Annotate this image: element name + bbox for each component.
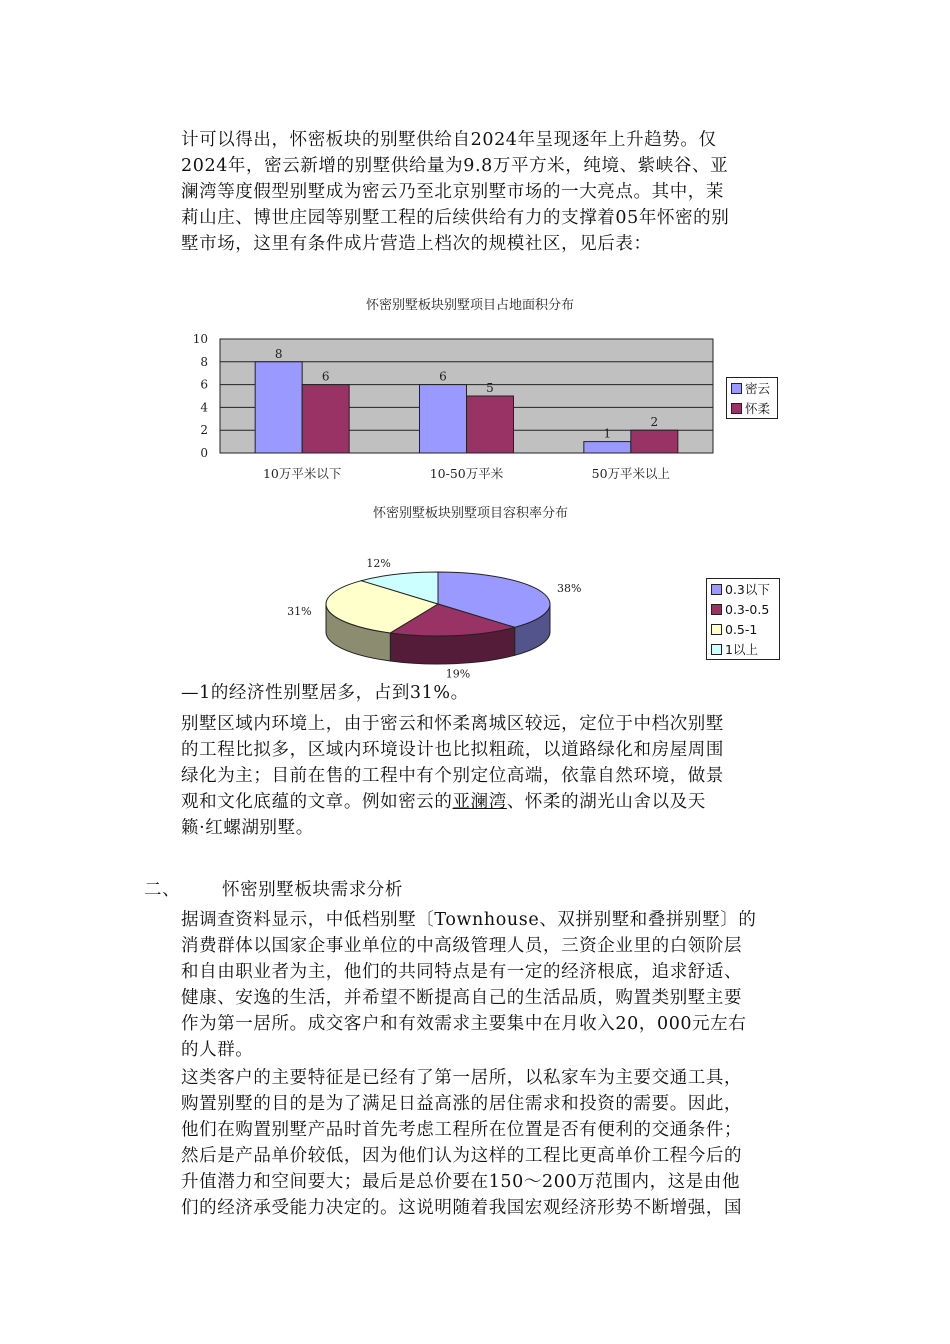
bar bbox=[255, 362, 302, 453]
section-heading bbox=[144, 876, 403, 901]
y-tick-label: 2 bbox=[200, 423, 208, 438]
pie-chart bbox=[287, 548, 610, 688]
text-line: 莉山庄、博世庄园等别墅工程的后续供给有力的支撑着05年怀密的别 bbox=[181, 208, 730, 228]
text-line: 他们在购置别墅产品时首先考虑工程所在位置是否有便利的交通条件； bbox=[181, 1120, 743, 1140]
section-title: 怀密别墅板块需求分析 bbox=[222, 880, 403, 900]
pie-value-label: 19% bbox=[445, 667, 471, 681]
text-line: 作为第一居所。成交客户和有效需求主要集中在月收入20，000元左右 bbox=[181, 1014, 747, 1034]
legend-label: 怀柔 bbox=[745, 401, 771, 416]
y-tick-label: 8 bbox=[200, 354, 208, 369]
bar-chart-title: 怀密别墅板块别墅项目占地面积分布 bbox=[366, 298, 575, 313]
bar bbox=[420, 385, 467, 453]
x-tick-label: 50万平米以上 bbox=[591, 466, 671, 481]
bar-legend bbox=[726, 377, 778, 419]
pie-caption bbox=[181, 680, 806, 706]
legend-item-0 bbox=[707, 579, 779, 599]
legend-label: 0.3-0.5 bbox=[725, 601, 770, 617]
bar-value-label: 2 bbox=[650, 415, 659, 430]
text-line: 然后是产品单价较低，因为他们认为这样的工程比更高单价工程今后的 bbox=[181, 1146, 743, 1166]
legend-swatch bbox=[731, 383, 742, 394]
pie-chart-title: 怀密别墅板块别墅项目容积率分布 bbox=[373, 506, 569, 521]
legend-item-miyun bbox=[727, 378, 777, 398]
text-line: 据调查资料显示，中低档别墅〔Townhouse、双拼别墅和叠拼别墅〕的 bbox=[181, 910, 757, 930]
legend-swatch bbox=[711, 644, 722, 655]
text-line: 2024年，密云新增的别墅供给量为9.8万平方米，纯境、紫峡谷、亚 bbox=[181, 156, 729, 176]
text-line bbox=[181, 789, 806, 815]
bar-value-label: 8 bbox=[274, 346, 283, 361]
bar-value-label: 5 bbox=[486, 381, 494, 395]
text-segment: 、怀柔的湖光山舍以及天 bbox=[506, 792, 706, 812]
bar-value-label: 6 bbox=[439, 369, 447, 384]
pie-legend bbox=[706, 578, 780, 660]
customer-paragraph bbox=[181, 1065, 806, 1221]
y-tick-label: 4 bbox=[200, 400, 208, 415]
yalanwan-link[interactable]: 亚澜湾 bbox=[452, 792, 507, 812]
text-line: 墅市场，这里有条件成片营造上档次的规模社区，见后表： bbox=[181, 234, 652, 254]
text-segment: 观和文化底蕴的文章。例如密云的 bbox=[181, 792, 453, 812]
y-tick-label: 6 bbox=[200, 377, 208, 392]
pie-value-label: 31% bbox=[287, 604, 312, 618]
text-line: 的工程比拟多，区域内环境设计也比拟粗疏，以道路绿化和房屋周围 bbox=[181, 740, 724, 760]
text-line: 绿化为主；目前在售的工程中有个别定位高端，依靠自然环境，做景 bbox=[181, 766, 724, 786]
legend-item-1 bbox=[707, 599, 779, 619]
legend-label: 1以上 bbox=[725, 642, 758, 657]
text-line: 澜湾等度假型别墅成为密云乃至北京别墅市场的一大亮点。其中，茉 bbox=[181, 182, 724, 202]
legend-item-huairou bbox=[727, 398, 777, 418]
legend-swatch bbox=[711, 604, 722, 615]
bar-value-label: 6 bbox=[321, 369, 330, 384]
bar bbox=[467, 396, 514, 453]
legend-label: 0.3以下 bbox=[725, 582, 770, 597]
bar bbox=[584, 442, 631, 453]
text-line: 消费群体以国家企事业单位的中高级管理人员，三资企业里的白领阶层 bbox=[181, 936, 743, 956]
environment-paragraph bbox=[181, 711, 806, 841]
text-line: 这类客户的主要特征是已经有了第一居所，以私家车为主要交通工具， bbox=[181, 1068, 743, 1088]
legend-label: 密云 bbox=[745, 381, 771, 396]
y-tick-label: 0 bbox=[200, 446, 208, 460]
bar bbox=[302, 385, 349, 453]
text-line: 籁·红螺湖别墅。 bbox=[181, 818, 314, 838]
legend-item-2 bbox=[707, 619, 779, 639]
text-line: 们的经济承受能力决定的。这说明随着我国宏观经济形势不断增强，国 bbox=[181, 1198, 743, 1218]
x-tick-label: 10万平米以下 bbox=[262, 466, 342, 481]
text-line: 健康、安逸的生活，并希望不断提高自己的生活品质，购置类别墅主要 bbox=[181, 988, 743, 1008]
intro-paragraph bbox=[181, 127, 806, 257]
section-number: 二、 bbox=[144, 880, 181, 900]
text-line: 升值潜力和空间要大；最后是总价要在150～200万范围内，这是由他 bbox=[181, 1172, 741, 1192]
legend-item-3 bbox=[707, 639, 779, 659]
pie-value-label: 38% bbox=[557, 581, 582, 595]
text-line: 别墅区域内环境上，由于密云和怀柔离城区较远，定位于中档次别墅 bbox=[181, 714, 724, 734]
legend-swatch bbox=[731, 403, 742, 414]
legend-label: 0.5-1 bbox=[725, 621, 758, 637]
x-tick-label: 10-50万平米 bbox=[429, 466, 504, 481]
pie-value-label: 12% bbox=[366, 557, 391, 571]
bar-value-label: 1 bbox=[603, 426, 612, 441]
text-line: 和自由职业者为主，他们的共同特点是有一定的经济根底，追求舒适、 bbox=[181, 962, 743, 982]
text-line: —1的经济性别墅居多，占到31%。 bbox=[181, 683, 469, 703]
bar bbox=[631, 430, 678, 453]
y-tick-label: 10 bbox=[192, 332, 208, 346]
text-line: 的人群。 bbox=[181, 1040, 254, 1060]
bar-chart bbox=[180, 330, 790, 490]
legend-swatch bbox=[711, 624, 722, 635]
text-line: 购置别墅的目的是为了满足日益高涨的居住需求和投资的需要。因此， bbox=[181, 1094, 743, 1114]
text-line: 计可以得出，怀密板块的别墅供给自2024年呈现逐年上升趋势。仅 bbox=[181, 130, 717, 150]
legend-swatch bbox=[711, 584, 722, 595]
demand-paragraph bbox=[181, 907, 806, 1063]
